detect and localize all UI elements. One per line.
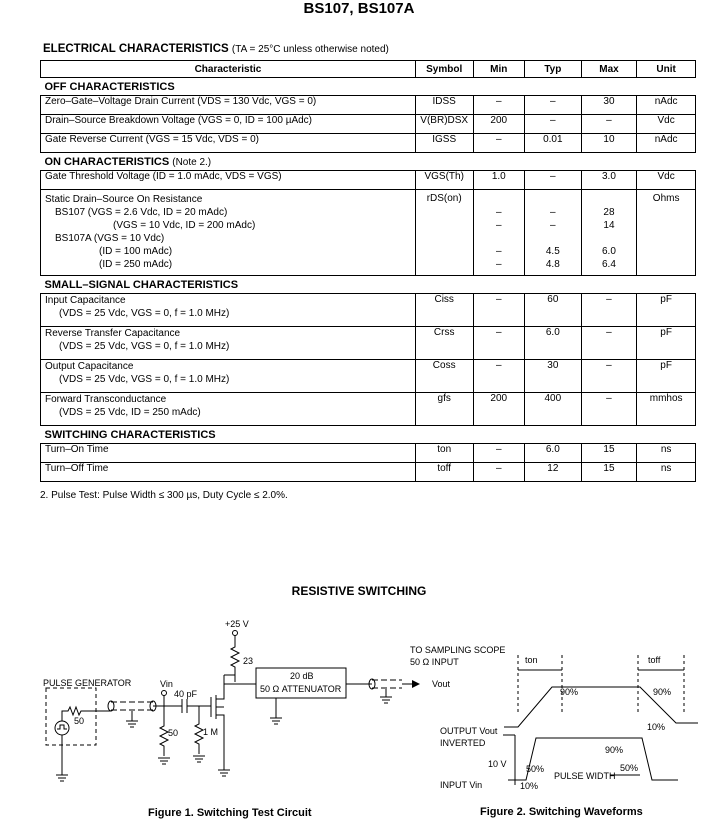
toff-guide-lines [638,655,684,715]
cell-symbol: V(BR)DSX [415,115,473,134]
ground-icon [158,758,170,764]
rds-title: Static Drain–Source On Resistance [45,194,203,205]
cell-typ: 12 [525,463,582,482]
table-row [41,96,696,115]
cell-max: 3.0 [581,171,637,190]
capacitor-label: 40 pF [174,689,198,699]
cell-characteristic: Gate Reverse Current (VGS = 15 Vdc, VDS = 0) [41,134,416,153]
pulse-generator-box [46,688,96,745]
rds-typ: – [550,220,556,231]
on-title: ON CHARACTERISTICS [44,155,170,168]
category-row [41,153,696,171]
rds-max: 6.4 [602,259,616,270]
rds-max: 14 [603,220,615,231]
header-typ: Typ [525,61,582,78]
cell-unit: mmhos [637,393,696,426]
inverted-label: INVERTED [440,738,486,748]
cell-max: 15 [581,444,637,463]
cell-characteristic: Drain–Source Breakdown Voltage (VGS = 0, ID = 100 µAdc) [41,115,416,134]
cell-min: – [473,463,524,482]
cell-unit: nAdc [637,96,696,115]
cell-typ: 30 [525,360,582,393]
table-row [41,360,696,393]
on-title-cell [41,153,696,171]
ground-icon [218,770,230,776]
table-row-rds [41,190,696,276]
cell-min: – [473,327,524,360]
cell-typ: 400 [525,393,582,426]
footnote: 2. Pulse Test: Pulse Width ≤ 300 µs, Duty Cycle ≤ 2.0%. [40,490,288,501]
rds-line2: (VGS = 10 Vdc, ID = 200 mAdc) [113,220,256,231]
drain-wire [224,675,256,684]
cell-typ: 60 [525,294,582,327]
cell-min: – [473,134,524,153]
pulse-shape-icon [57,725,67,729]
supply-terminal [233,631,238,636]
input-10-label: 10% [520,781,539,791]
cell-max: – [581,393,637,426]
input-50-label: 50% [526,764,545,774]
cell-max: – [581,115,637,134]
input-50-label-2: 50% [620,763,639,773]
pulse-width-label: PULSE WIDTH [554,771,616,781]
cell-typ [525,190,582,276]
char-name: Reverse Transfer Capacitance [45,328,181,339]
cell-characteristic: Turn–Off Time [41,463,416,482]
supply-label: +25 V [225,619,249,629]
cell-symbol: Coss [415,360,473,393]
char-name: Forward Transconductance [45,394,167,405]
toff-label: toff [648,655,661,665]
input-90-label: 90% [605,745,624,755]
cell-characteristic [41,360,416,393]
source-resistor-50 [62,707,111,721]
attenuator-label-1: 20 dB [290,671,314,681]
scope-label-2: 50 Ω INPUT [410,657,459,667]
cell-symbol: IDSS [415,96,473,115]
category-row [41,426,696,444]
rds-line3: BS107A (VGS = 10 Vdc) [55,233,165,244]
table-row [41,171,696,190]
cell-min: 1.0 [473,171,524,190]
ground-icon [270,698,282,724]
cell-symbol: rDS(on) [415,190,473,276]
cell-characteristic [41,190,416,276]
char-name: Input Capacitance [45,295,126,306]
cell-characteristic: Zero–Gate–Voltage Drain Current (VDS = 130 Vdc, VGS = 0) [41,96,416,115]
termination-resistor-50 [160,706,168,756]
section-title-text: ELECTRICAL CHARACTERISTICS [43,43,229,55]
cell-symbol: gfs [415,393,473,426]
table-row [41,444,696,463]
pulse-generator-label: PULSE GENERATOR [43,678,132,688]
cell-symbol: VGS(Th) [415,171,473,190]
char-cond: (VDS = 25 Vdc, ID = 250 mAdc) [59,407,201,418]
section-title [43,43,389,55]
rds-min: – [495,259,502,270]
table-row [41,327,696,360]
ton-label: ton [525,655,538,665]
cell-typ: 0.01 [525,134,582,153]
ground-icon [380,689,392,703]
cell-unit: Ohms [637,190,696,276]
cell-characteristic [41,327,416,360]
cell-typ: 6.0 [525,327,582,360]
load-resistor-label: 23 [243,656,254,666]
table-header-row [41,61,696,78]
cell-symbol: Crss [415,327,473,360]
rds-typ: 4.5 [545,246,560,257]
cell-min: – [473,294,524,327]
termination-resistor-label: 50 [168,728,179,738]
cell-characteristic [41,393,416,426]
vin-terminal [162,691,167,696]
cell-max: – [581,360,637,393]
off-title: OFF CHARACTERISTICS [41,78,696,96]
input-coax [111,702,153,710]
cell-symbol: IGSS [415,134,473,153]
section-note: (TA = 25°C unless otherwise noted) [231,44,389,55]
rds-min: – [495,220,502,231]
table-row [41,294,696,327]
rds-typ: – [550,207,556,218]
table-row [41,134,696,153]
header-min: Min [473,61,524,78]
char-cond: (VDS = 25 Vdc, VGS = 0, f = 1.0 MHz) [59,374,230,385]
source-resistor-label: 50 [74,716,85,726]
ground-icon [56,775,68,781]
cell-max: 15 [581,463,637,482]
cell-symbol: toff [415,463,473,482]
scope-label-1: TO SAMPLING SCOPE [410,645,506,655]
cell-min: 200 [473,115,524,134]
header-symbol: Symbol [415,61,473,78]
rds-max: 6.0 [602,246,616,257]
cell-typ: 6.0 [525,444,582,463]
vout-arrow-icon [412,680,420,688]
output-10-label: 10% [647,722,666,732]
cell-characteristic [41,294,416,327]
cell-symbol: Ciss [415,294,473,327]
page-title: BS107, BS107A [303,0,415,17]
cell-symbol: ton [415,444,473,463]
cell-max [581,190,637,276]
header-max: Max [581,61,637,78]
cell-min: – [473,444,524,463]
cell-max: 30 [581,96,637,115]
cell-characteristic: Gate Threshold Voltage (ID = 1.0 mAdc, VDS = VGS) [41,171,416,190]
table-row [41,115,696,134]
rds-min: – [495,207,502,218]
rds-line5: (ID = 250 mAdc) [99,259,173,270]
small-title: SMALL–SIGNAL CHARACTERISTICS [41,276,696,294]
char-cond: (VDS = 25 Vdc, VGS = 0, f = 1.0 MHz) [59,341,230,352]
vout-label: Vout [432,679,451,689]
output-label: OUTPUT Vout [440,726,498,736]
gate-resistor-label: 1 M [203,727,219,737]
cell-unit: Vdc [637,115,696,134]
cell-unit: pF [637,294,696,327]
cell-unit: ns [637,463,696,482]
cell-unit: nAdc [637,134,696,153]
figure-2-caption: Figure 2. Switching Waveforms [480,806,643,818]
output-90-label: 90% [560,687,579,697]
char-name: Output Capacitance [45,361,134,372]
switching-waveforms-diagram [440,650,700,800]
rds-line1: BS107 (VGS = 2.6 Vdc, ID = 20 mAdc) [55,207,228,218]
header-unit: Unit [637,61,696,78]
ground-icon [126,711,138,727]
category-row [41,78,696,96]
cell-min: 200 [473,393,524,426]
cell-min [473,190,524,276]
output-coax [372,680,402,688]
cell-max: 10 [581,134,637,153]
cell-typ: – [525,171,582,190]
char-cond: (VDS = 25 Vdc, VGS = 0, f = 1.0 MHz) [59,308,230,319]
pulse-source-symbol [55,721,69,735]
header-characteristic: Characteristic [41,61,416,78]
figure-1-caption: Figure 1. Switching Test Circuit [148,807,312,819]
on-note: (Note 2.) [172,156,212,168]
gate-resistor-1m [195,706,203,754]
rds-min: – [495,246,502,257]
cell-min: – [473,360,524,393]
ground-icon [193,756,205,762]
cell-typ: – [525,96,582,115]
rds-line4: (ID = 100 mAdc) [99,246,173,257]
resistive-switching-title: RESISTIVE SWITCHING [291,584,427,598]
attenuator-label-2: 50 Ω ATTENUATOR [260,684,342,694]
cell-typ: – [525,115,582,134]
cell-max: – [581,294,637,327]
category-row [41,276,696,294]
cell-unit: ns [637,444,696,463]
table-row [41,463,696,482]
cell-min: – [473,96,524,115]
cell-characteristic: Turn–On Time [41,444,416,463]
cell-unit: pF [637,327,696,360]
cell-max: – [581,327,637,360]
table-row [41,393,696,426]
vin-label: Vin [160,679,173,689]
cell-unit: pF [637,360,696,393]
input-label: INPUT Vin [440,780,483,790]
cell-unit: Vdc [637,171,696,190]
output-90-label-2: 90% [653,687,672,697]
rds-typ: 4.8 [545,259,560,270]
rds-max: 28 [603,207,615,218]
amplitude-label: 10 V [488,759,507,769]
electrical-characteristics-table [40,60,696,482]
switching-title: SWITCHING CHARACTERISTICS [41,426,696,444]
